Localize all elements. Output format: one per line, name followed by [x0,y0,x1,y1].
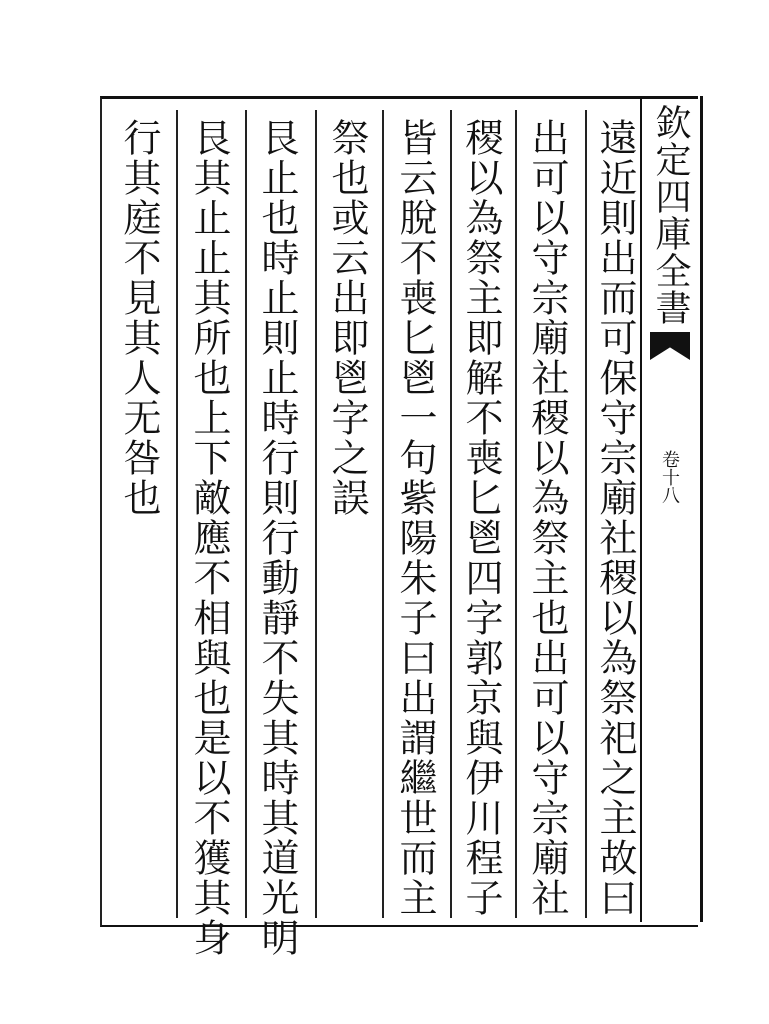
column-rule [382,110,384,918]
column-rule [515,110,517,918]
column-rule [315,110,317,918]
column-rule [450,110,452,918]
text-column-4: 皆云脫不喪匕鬯一句紫陽朱子曰出謂繼世而主 [393,118,437,918]
text-column-8: 行其庭不見其人无咎也 [117,118,161,518]
text-column-6: 艮止也時止則止時行則行動靜不失其時其道光明 [255,118,299,958]
text-column-5: 祭也或云出即鬯字之誤 [325,118,369,518]
column-rule [245,110,247,918]
column-rule [585,110,587,918]
book-title: 欽定四庫全書 [650,104,691,326]
column-rule [176,110,178,918]
text-column-7: 艮其止止其所也上下敵應不相與也是以不獲其身 [187,118,231,958]
text-column-2: 出可以守宗廟社稷以為祭主也出可以守宗廟社 [525,118,569,918]
text-column-1: 遠近則出而可保守宗廟社稷以為祭祀之主故曰 [593,118,637,918]
volume-label: 卷十八 [659,450,680,504]
text-column-3: 稷以為祭主即解不喪匕鬯四字郭京與伊川程子 [459,118,503,918]
